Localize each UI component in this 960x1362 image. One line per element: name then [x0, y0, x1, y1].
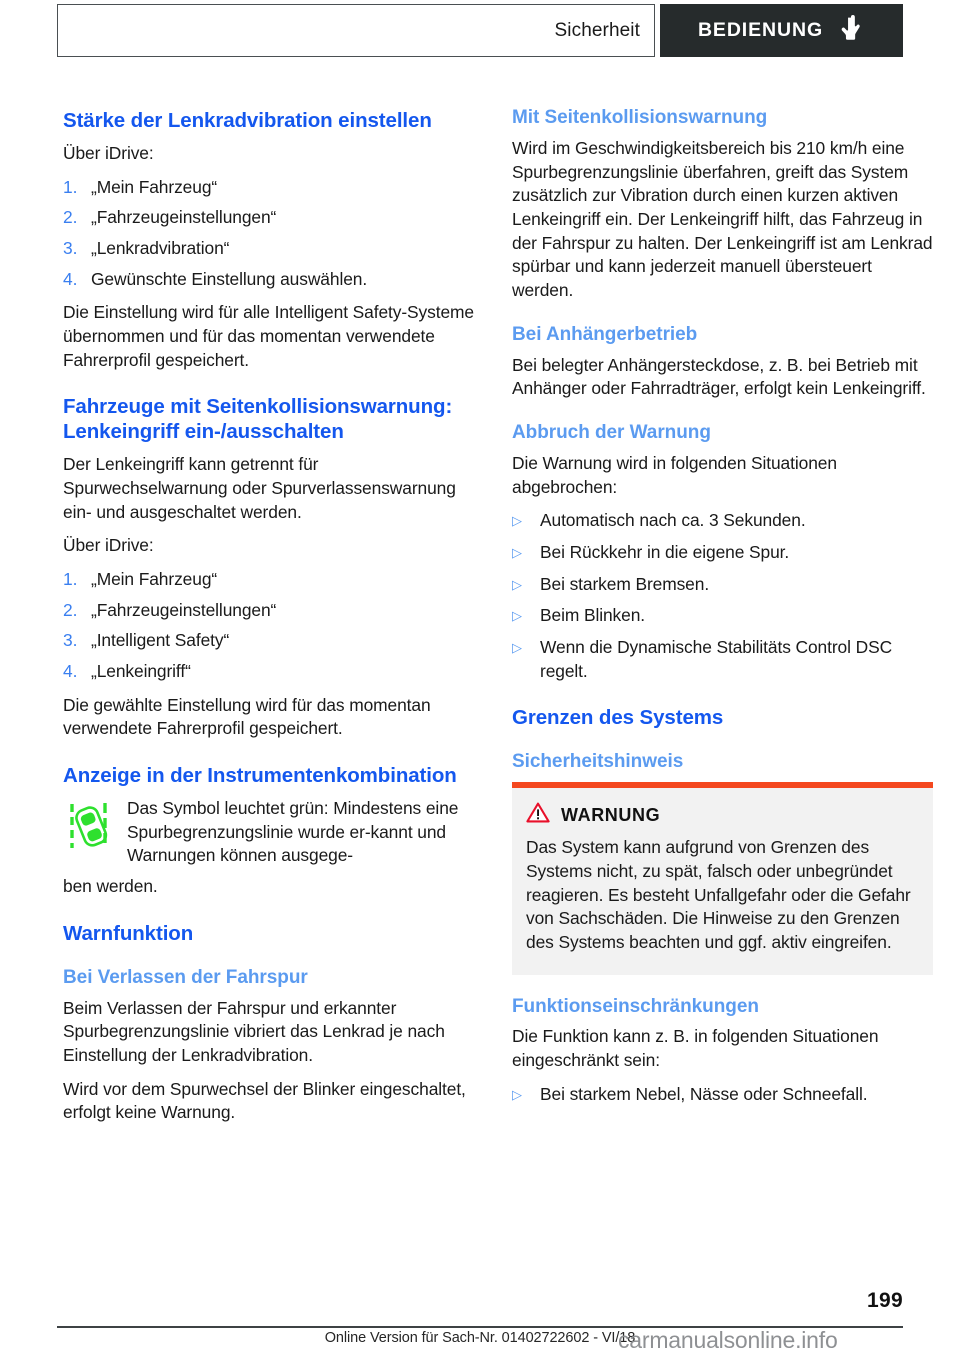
heading-staerke-lenkradvibration: Stärke der Lenkradvibration einstellen — [63, 109, 432, 132]
list-item — [63, 268, 484, 292]
footer-note: Online Version für Sach-Nr. 01402722602 - VI/18 — [324, 1330, 636, 1346]
warning-box — [512, 782, 933, 974]
bullet-list-abbruch — [512, 509, 933, 683]
section-tab-label: BEDIENUNG — [697, 19, 824, 41]
heading-warnfunktion: Warnfunktion — [63, 921, 194, 945]
step-text: Gewünschte Einstellung auswählen. — [91, 268, 368, 289]
heading-sicherheitshinweis: Sicherheitshinweis — [512, 751, 684, 773]
heading-fahrzeuge-mit-seitenkollisionswarnung: Fahrzeuge mit Seitenkollisionswarnung: Lenkeingriff ein-/ausschalten — [63, 395, 453, 444]
paragraph-ueber-idrive-2: Über iDrive: — [63, 535, 154, 556]
triangle-bullet-icon: ▷ — [512, 513, 522, 529]
list-item — [63, 176, 484, 200]
step-text: „Lenkeingriff“ — [91, 661, 191, 682]
list-item — [512, 573, 933, 597]
heading-bei-verlassen-der-fahrspur: Bei Verlassen der Fahrspur — [63, 966, 308, 988]
heading-grenzen-des-systems: Grenzen des Systems — [512, 706, 724, 730]
list-item — [63, 599, 484, 623]
list-item — [63, 206, 484, 230]
triangle-bullet-icon: ▷ — [512, 639, 522, 655]
list-item — [512, 636, 933, 683]
bullet-list-funktionseinschraenkungen — [512, 1083, 933, 1107]
warning-label: WARNUNG — [561, 804, 661, 825]
step-number: 2. — [63, 207, 78, 228]
heading-abbruch-der-warnung: Abbruch der Warnung — [512, 421, 711, 443]
bullet-text: Automatisch nach ca. 3 Sekunden. — [540, 510, 806, 531]
step-number: 2. — [63, 599, 78, 620]
list-item — [512, 604, 933, 628]
heading-bei-anhaengerbetrieb: Bei Anhängerbetrieb — [512, 323, 698, 345]
step-number: 4. — [63, 661, 78, 682]
heading-anzeige-instrumentenkombination: Anzeige in der Instrumentenkombination — [63, 764, 457, 788]
chapter-box — [57, 4, 655, 57]
steps-list-lenkradvibration — [63, 176, 484, 292]
paragraph-anhaengersteckdose: Bei belegter Anhängersteckdose, z. B. bei Betrieb mit Anhänger oder Fahrradträger, erfolgt kein Lenkeingriff. — [512, 354, 926, 399]
indicator-description-overflow: ben werden. — [63, 876, 158, 897]
steps-list-lenkeingriff — [63, 568, 484, 684]
triangle-bullet-icon: ▷ — [512, 1086, 522, 1102]
heading-funktionseinschraenkungen: Funktionseinschränkungen — [512, 995, 759, 1017]
indicator-description: Das Symbol leuchtet grün: Mindestens eine Spurbegrenzungslinie wurde er-kannt und Warnungen können ausgege- — [127, 798, 459, 866]
paragraph-einstellung-intelligent-safety: Die Einstellung wird für alle Intelligent Safety-Systeme übernommen und für das momentan verwendete Fahrerprofil gespeichert. — [63, 302, 475, 370]
step-text: „Intelligent Safety“ — [91, 630, 230, 651]
list-item — [512, 1083, 933, 1107]
step-number: 3. — [63, 630, 78, 651]
heading-mit-seitenkollisionswarnung: Mit Seitenkollisionswarnung — [512, 107, 768, 128]
page-header — [57, 4, 903, 57]
indicator-icon-block — [63, 797, 484, 868]
bullet-text: Wenn die Dynamische Stabilitäts Control DSC regelt. — [540, 636, 893, 681]
page-number: 199 — [867, 1289, 903, 1312]
paragraph-geschwindigkeitsbereich: Wird im Geschwindigkeitsbereich bis 210 km/h eine Spurbegrenzungslinie überfahren, greift das System zusätzlich zur Vibration durch einen kurzen aktiven Lenkeingriff ein. Der Lenkeingriff hilft, das Fahrzeug in der Fahrspur zu halten. Der Lenkeingriff ist am Lenkrad spürbar und kann jederzeit manuell übersteuert werden. — [512, 137, 933, 300]
step-number: 3. — [63, 238, 78, 259]
paragraph-blinker-keine-warnung: Wird vor dem Spurwechsel der Blinker eingeschaltet, erfolgt keine Warnung. — [63, 1078, 466, 1123]
triangle-bullet-icon: ▷ — [512, 544, 522, 560]
step-text: „Fahrzeugeinstellungen“ — [91, 599, 277, 620]
bullet-text: Bei starkem Nebel, Nässe oder Schneefall. — [540, 1083, 868, 1104]
green-lane-departure-car-icon — [63, 797, 127, 868]
paragraph-gewaehlte-einstellung: Die gewählte Einstellung wird für das momentan verwendete Fahrerprofil gespeichert. — [63, 694, 431, 739]
warning-box-inner — [512, 788, 933, 974]
list-item — [512, 541, 933, 565]
bullet-text: Bei starkem Bremsen. — [540, 573, 710, 594]
step-number: 1. — [63, 176, 78, 197]
list-item — [512, 509, 933, 533]
paragraph-ueber-idrive-1: Über iDrive: — [63, 143, 154, 163]
paragraph-verlassen-fahrspur: Beim Verlassen der Fahrspur und erkannter Spurbegrenzungslinie vibriert das Lenkrad je nach Einstellung der Lenkradvibration. — [63, 997, 445, 1066]
paragraph-warnung-abgebrochen: Die Warnung wird in folgenden Situationen abgebrochen: — [512, 452, 837, 497]
list-item — [63, 237, 484, 261]
list-item — [63, 568, 484, 592]
warning-title-row — [526, 802, 919, 828]
step-text: „Mein Fahrzeug“ — [91, 176, 218, 197]
step-text: „Lenkradvibration“ — [91, 238, 230, 259]
step-text: „Mein Fahrzeug“ — [91, 569, 218, 590]
list-item — [63, 629, 484, 653]
list-item — [63, 660, 484, 684]
pointing-hand-icon — [839, 14, 865, 47]
warning-triangle-icon — [526, 802, 550, 828]
triangle-bullet-icon: ▷ — [512, 608, 522, 624]
bullet-text: Bei Rückkehr in die eigene Spur. — [540, 541, 790, 562]
warning-text: Das System kann aufgrund von Grenzen des Systems nicht, zu spät, falsch oder unbegründet reagieren. Es besteht Unfallgefahr oder die Gefahr von Sachschäden. Die Hinweise zu den Grenzen des Systems beachten und ggf. aktiv eingreifen. — [526, 837, 911, 952]
section-tab[interactable] — [660, 4, 903, 57]
bullet-text: Beim Blinken. — [540, 605, 646, 626]
chapter-title: Sicherheit — [554, 19, 640, 41]
right-column — [512, 86, 933, 1116]
paragraph-funktion-eingeschraenkt: Die Funktion kann z. B. in folgenden Situationen eingeschränkt sein: — [512, 1026, 879, 1071]
triangle-bullet-icon: ▷ — [512, 576, 522, 592]
paragraph-lenkeingriff-getrennt: Der Lenkeingriff kann getrennt für Spurwechselwarnung oder Spurverlassenswarnung ein- und ausgeschaltet werden. — [63, 454, 456, 522]
left-column — [63, 86, 484, 1125]
step-text: „Fahrzeugeinstellungen“ — [91, 207, 277, 228]
step-number: 1. — [63, 569, 78, 590]
step-number: 4. — [63, 268, 78, 289]
watermark: carmanualsonline.info — [618, 1327, 838, 1353]
